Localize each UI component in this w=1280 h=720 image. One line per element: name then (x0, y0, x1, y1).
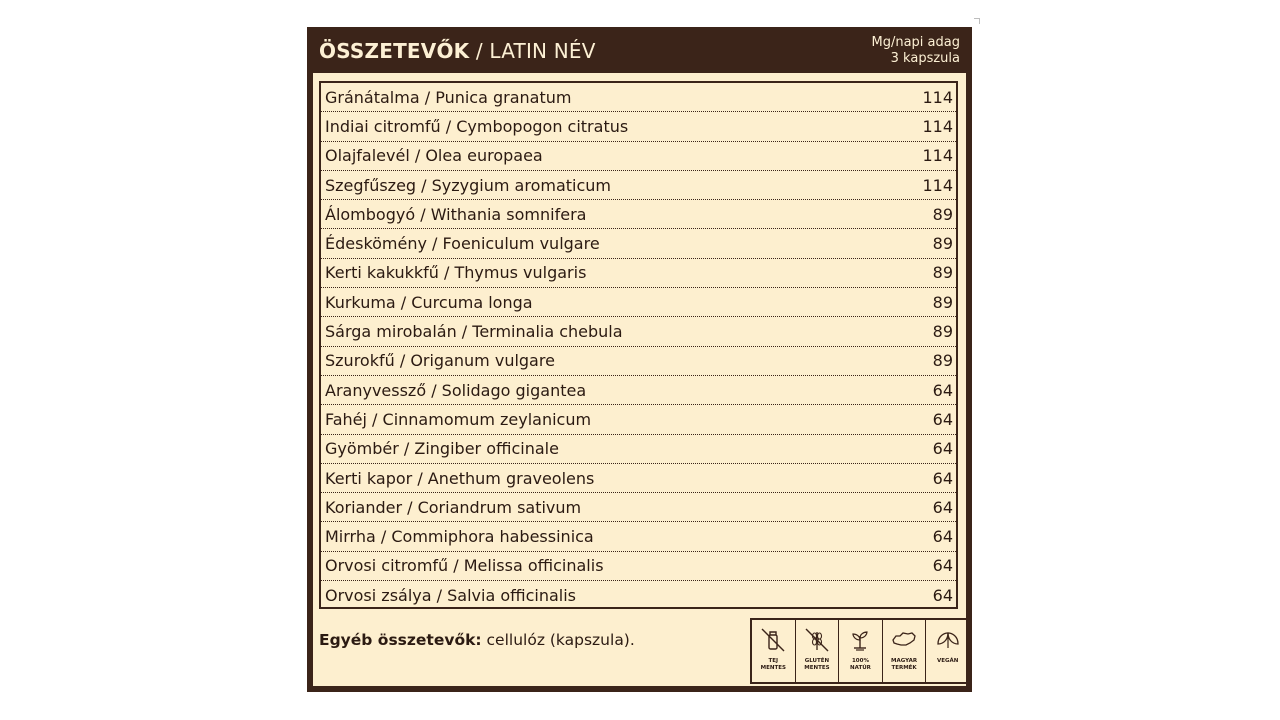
ingredient-amount: 114 (922, 116, 953, 136)
badge-line2: TERMÉK (891, 664, 917, 671)
ingredient-name: Álombogyó / Withania somnifera (325, 204, 587, 224)
ingredient-name: Orvosi citromfű / Melissa officinalis (325, 556, 604, 576)
hungary-map-icon (890, 626, 918, 654)
dose-unit-line2: 3 kapszula (890, 51, 960, 66)
ingredient-name: Kurkuma / Curcuma longa (325, 292, 533, 312)
ingredient-row (321, 435, 956, 464)
ingredient-row (321, 376, 956, 405)
ingredient-amount: 114 (922, 175, 953, 195)
ingredient-amount: 89 (932, 351, 953, 371)
ingredient-row (321, 259, 956, 288)
ingredient-amount: 64 (932, 556, 953, 576)
corner-mark (974, 18, 980, 24)
ingredient-name: Kerti kapor / Anethum graveolens (325, 468, 595, 488)
ingredient-name: Olajfalevél / Olea europaea (325, 146, 543, 166)
ingredient-row (321, 347, 956, 376)
ingredient-amount: 64 (932, 409, 953, 429)
badge-line1: VEGÁN (936, 658, 959, 664)
badge-natural (839, 620, 883, 682)
ingredient-amount: 114 (922, 146, 953, 166)
ingredient-name: Édeskömény / Foeniculum vulgare (325, 234, 600, 254)
ingredient-name: Szegfűszeg / Syzygium aromaticum (325, 175, 611, 195)
ingredient-row (321, 142, 956, 171)
ingredient-amount: 89 (932, 234, 953, 254)
badge-line2: MENTES (760, 664, 786, 671)
ingredient-amount: 64 (932, 468, 953, 488)
ingredient-row (321, 405, 956, 434)
ingredient-row (321, 200, 956, 229)
vegan-leaves-icon (934, 626, 962, 654)
ingredient-row (321, 493, 956, 522)
ingredient-amount: 89 (932, 322, 953, 342)
header-title (319, 38, 596, 64)
dose-unit (872, 35, 961, 67)
ingredient-name: Gyömbér / Zingiber officinale (325, 439, 559, 459)
ingredient-row (321, 581, 956, 610)
badge-vegan (926, 620, 969, 682)
ingredient-name: Kerti kakukkfű / Thymus vulgaris (325, 263, 587, 283)
ingredient-amount: 89 (932, 263, 953, 283)
ingredient-row (321, 112, 956, 141)
label-header (307, 27, 972, 73)
other-ingredients-label: Egyéb összetevők: (319, 631, 482, 649)
ingredient-name: Gránátalma / Punica granatum (325, 87, 572, 107)
ingredient-row (321, 229, 956, 258)
other-ingredients (319, 631, 635, 649)
ingredient-table (319, 81, 958, 609)
ingredients-label (307, 27, 972, 692)
badge-hungarian (883, 620, 927, 682)
badge-line1: MAGYAR (891, 658, 918, 664)
ingredient-amount: 64 (932, 527, 953, 547)
badge-line2: NATÚR (850, 664, 871, 671)
badge-milk-free (752, 620, 796, 682)
ingredient-row (321, 522, 956, 551)
ingredient-amount: 89 (932, 204, 953, 224)
label-body (313, 73, 966, 686)
ingredient-row (321, 288, 956, 317)
ingredient-name: Indiai citromfű / Cymbopogon citratus (325, 116, 629, 136)
ingredient-row (321, 83, 956, 112)
ingredient-name: Mirrha / Commiphora habessinica (325, 527, 594, 547)
ingredient-row (321, 464, 956, 493)
ingredient-name: Koriander / Coriandrum sativum (325, 497, 582, 517)
badge-line1: TEJ (768, 658, 779, 664)
badge-line1: GLUTÉN (804, 658, 830, 664)
milk-free-icon (759, 626, 787, 654)
header-title-rest: / LATIN NÉV (469, 39, 596, 63)
ingredient-name: Sárga mirobalán / Terminalia chebula (325, 322, 623, 342)
badge-line2: MENTES (804, 664, 830, 671)
badge-gluten-free (796, 620, 840, 682)
ingredient-amount: 64 (932, 497, 953, 517)
ingredient-amount: 64 (932, 439, 953, 459)
certification-badges (750, 618, 971, 684)
ingredient-name: Szurokfű / Origanum vulgare (325, 351, 555, 371)
ingredient-amount: 64 (932, 380, 953, 400)
ingredient-name: Fahéj / Cinnamomum zeylanicum (325, 409, 592, 429)
ingredient-amount: 114 (922, 87, 953, 107)
ingredient-row (321, 317, 956, 346)
ingredient-row (321, 552, 956, 581)
ingredient-amount: 89 (932, 292, 953, 312)
other-ingredients-value: cellulóz (kapszula). (481, 631, 635, 649)
natural-plant-icon (846, 626, 874, 654)
ingredient-name: Aranyvessző / Solidago gigantea (325, 380, 587, 400)
ingredient-amount: 64 (932, 586, 953, 606)
dose-unit-line1: Mg/napi adag (871, 35, 960, 50)
ingredient-name: Orvosi zsálya / Salvia officinalis (325, 586, 576, 606)
gluten-free-icon (803, 626, 831, 654)
badge-line1: 100% (851, 658, 869, 664)
ingredient-row (321, 171, 956, 200)
header-title-bold: ÖSSZETEVŐK (319, 39, 470, 63)
